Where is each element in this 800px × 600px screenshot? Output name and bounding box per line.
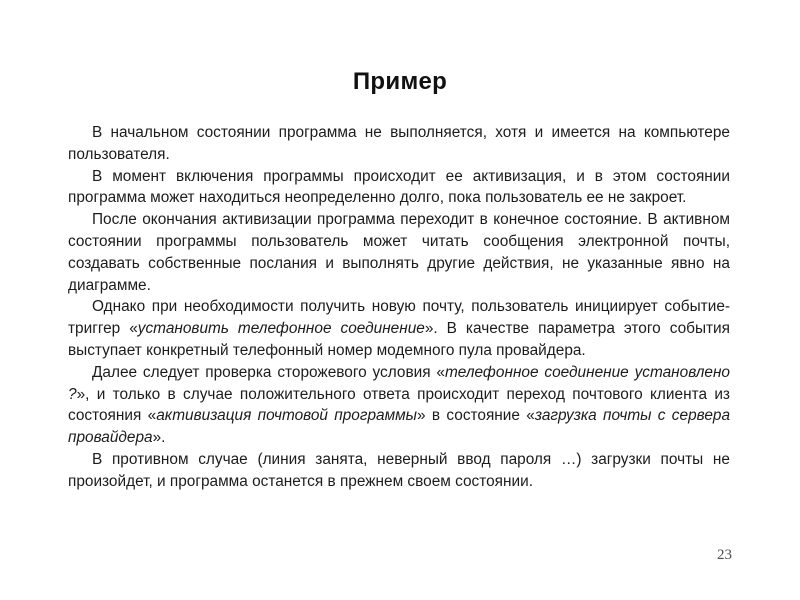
paragraph-text: После окончания активизации программа переходит в конечное состояние. В активном состоянии программы пользователь может читать сообщения электронной почты, создавать собственные послания и выполнять другие действия, не указанные явно на диаграмме. bbox=[68, 211, 730, 294]
paragraph-1 bbox=[68, 122, 730, 166]
italic-state-name: активизация почтовой программы bbox=[156, 407, 418, 425]
paragraph-2 bbox=[68, 166, 730, 210]
italic-state-name: загрузка почты с сервера провайдера bbox=[68, 407, 730, 447]
page-number: 23 bbox=[717, 547, 732, 563]
slide-title: Пример bbox=[352, 68, 448, 95]
slide-body bbox=[68, 122, 730, 493]
paragraph-text: », и только в случае положительного ответа происходит переход почтового клиента из состояния « bbox=[68, 385, 730, 425]
paragraph-text: В момент включения программы происходит ее активизация, и в этом состоянии программа может находиться неопределенно долго, пока пользователь ее не закроет. bbox=[68, 167, 730, 207]
paragraph-text: Однако при необходимости получить новую почту, пользователь инициирует событие-триггер « bbox=[68, 298, 730, 338]
paragraph-text: В противном случае (линия занята, неверный ввод пароля …) загрузки почты не произойдет, и программа останется в прежнем своем состоянии. bbox=[68, 450, 730, 490]
italic-guard-condition: телефонное соединение установлено ? bbox=[68, 363, 730, 403]
paragraph-3 bbox=[68, 209, 730, 296]
paragraph-text: Далее следует проверка сторожевого условия « bbox=[92, 363, 445, 381]
paragraph-text: ». bbox=[152, 429, 166, 447]
paragraph-5 bbox=[68, 362, 730, 449]
paragraph-text: ». В качестве параметра этого события выступает конкретный телефонный номер модемного пула провайдера. bbox=[68, 320, 730, 359]
paragraph-text: » в состояние « bbox=[417, 407, 535, 425]
italic-event-name: установить телефонное соединение bbox=[137, 320, 425, 338]
paragraph-6 bbox=[68, 449, 730, 493]
paragraph-text: В начальном состоянии программа не выполняется, хотя и имеется на компьютере пользователя. bbox=[68, 124, 730, 163]
paragraph-4 bbox=[68, 296, 730, 361]
